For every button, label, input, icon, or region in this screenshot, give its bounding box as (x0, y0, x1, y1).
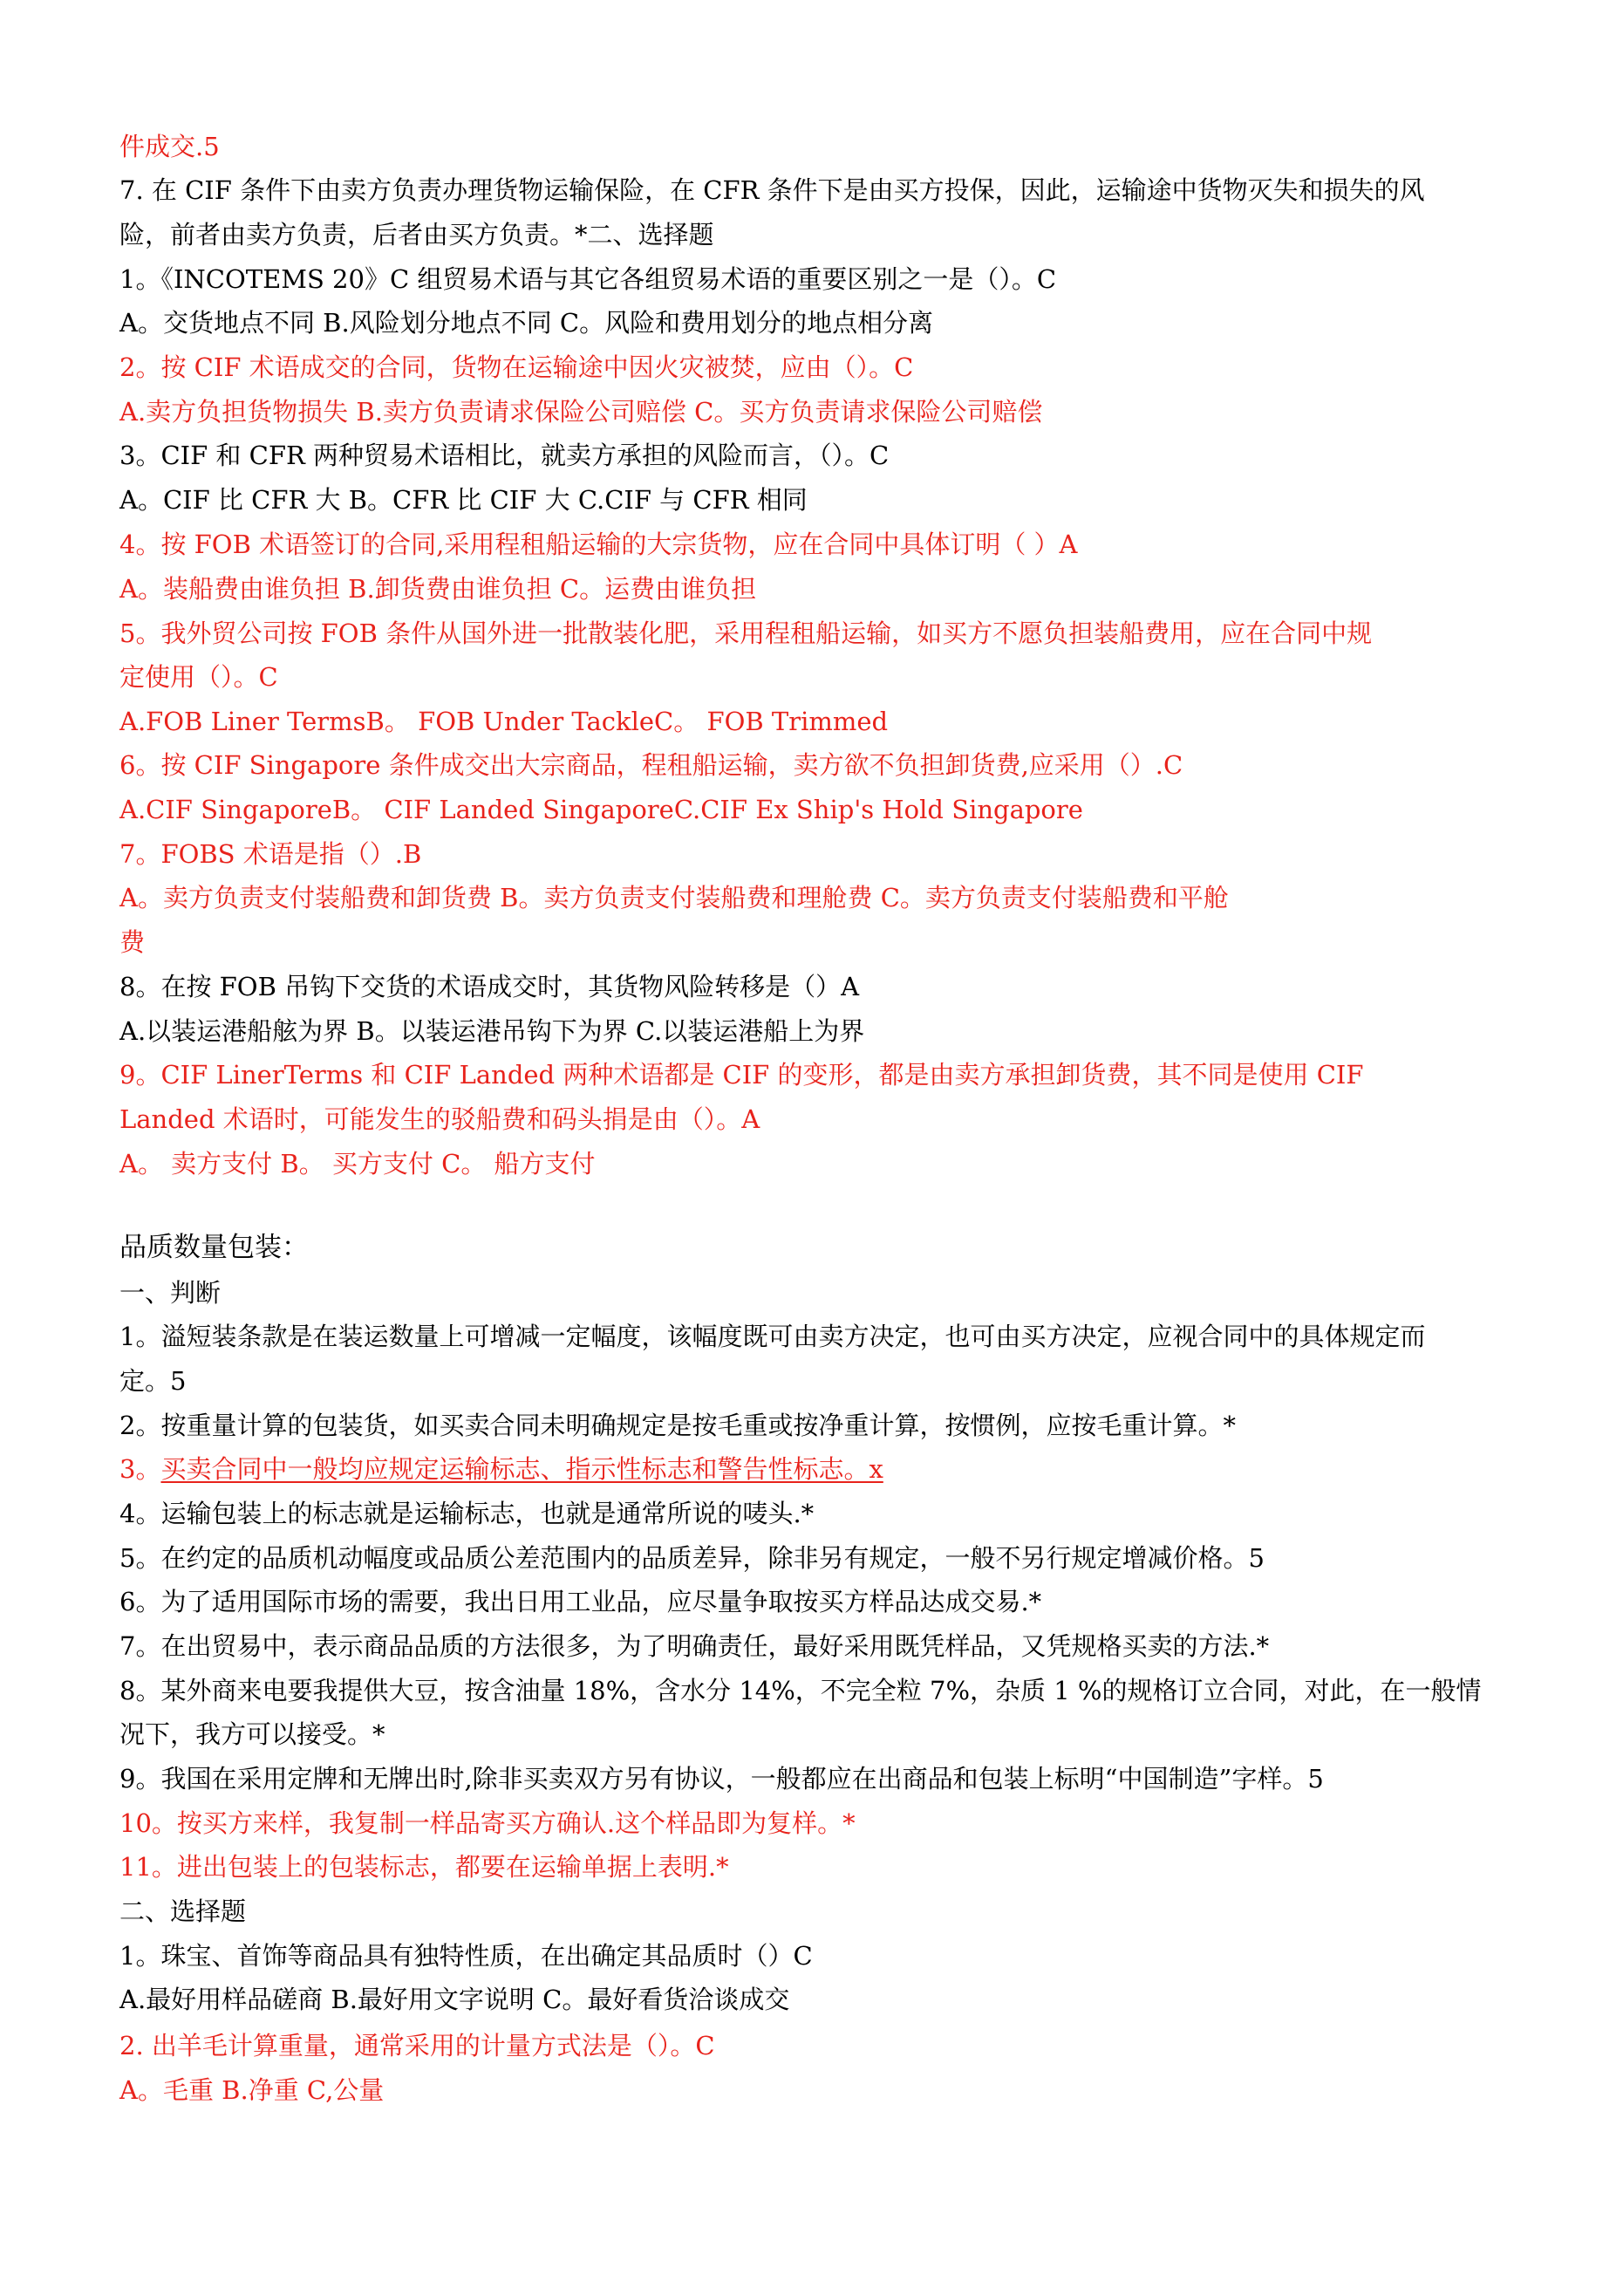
text-line: A.最好用样品磋商 B.最好用文字说明 C。最好看货洽谈成交 (119, 1985, 790, 2014)
text-line: 6。为了适用国际市场的需要，我出日用工业品，应尽量争取按买方样品达成交易.* (119, 1587, 1042, 1616)
text-line: A。卖方负责支付装船费和卸货费 B。卖方负责支付装船费和理舱费 C。卖方负责支付装船费和平舱 (119, 883, 1229, 912)
text-line: 5。在约定的品质机动幅度或品质公差范围内的品质差异，除非另有规定，一般不另行规定增减价格。5 (119, 1543, 1265, 1573)
text-line: A.CIF SingaporeB。 CIF Landed SingaporeC.CIF Ex Ship's Hold Singapore (119, 795, 1083, 824)
text-line: 件成交.5 (119, 132, 220, 161)
text-line: 10。按买方来样，我复制一样品寄买方确认.这个样品即为复样。* (119, 1808, 856, 1838)
text-line: 7. 在 CIF 条件下由卖方负责办理货物运输保险，在 CFR 条件下是由买方投保，因此，运输途中货物灭失和损失的风 (119, 175, 1425, 205)
text-line: 费 (119, 927, 146, 957)
text-line: A。毛重 B.净重 C,公量 (119, 2075, 385, 2105)
text-line: 11。进出包装上的包装标志，都要在运输单据上表明.* (119, 1852, 729, 1882)
text-line: 4。运输包装上的标志就是运输标志，也就是通常所说的唛头.* (119, 1499, 815, 1528)
text-line: 8。在按 FOB 吊钩下交货的术语成交时，其货物风险转移是（）A (119, 972, 860, 1001)
text-line: 8。某外商来电要我提供大豆，按含油量 18%，含水分 14%，不完全粒 7%，杂质 1 %的规格订立合同，对此，在一般情 (119, 1676, 1482, 1705)
text-line: A。CIF 比 CFR 大 B。CFR 比 CIF 大 C.CIF 与 CFR 相同 (119, 485, 808, 515)
text-line: 6。按 CIF Singapore 条件成交出大宗商品，程租船运输，卖方欲不负担卸货费,应采用（）.C (119, 750, 1183, 780)
section-heading: 品质数量包装： (119, 1232, 309, 1263)
text-line: 定。5 (119, 1366, 187, 1396)
text-line: 险，前者由卖方负责，后者由买方负责。*二、选择题 (119, 220, 714, 249)
text-line: A。交货地点不同 B.风险划分地点不同 C。风险和费用划分的地点相分离 (119, 308, 934, 338)
text-line: 9。我国在采用定牌和无牌出时,除非买卖双方另有协议，一般都应在出商品和包装上标明“中国制造”字样。5 (119, 1764, 1324, 1794)
text-line: 定使用（）。C (119, 662, 278, 692)
text-line: 2. 出羊毛计算重量，通常采用的计量方式法是（）。C (119, 2031, 715, 2060)
text-line: 4。按 FOB 术语签订的合同,采用程租船运输的大宗货物，应在合同中具体订明（ ）A (119, 530, 1078, 559)
text-line: 2。按重量计算的包装货，如买卖合同未明确规定是按毛重或按净重计算，按惯例，应按毛重计算。* (119, 1411, 1236, 1440)
text-line: A.以装运港船舷为界 B。以装运港吊钩下为界 C.以装运港船上为界 (119, 1016, 865, 1046)
text-line: A.FOB Liner TermsB。 FOB Under TackleC。 FOB Trimmed (119, 707, 889, 736)
text-line (119, 1453, 883, 1485)
text-line: 5。我外贸公司按 FOB 条件从国外进一批散装化肥，采用程租船运输，如买方不愿负担装船费用，应在合同中规 (119, 618, 1373, 648)
item-number: 3。 (119, 1454, 161, 1484)
text-line: A。 卖方支付 B。 买方支付 C。 船方支付 (119, 1149, 596, 1179)
text-line: 1。溢短装条款是在装运数量上可增减一定幅度，该幅度既可由卖方决定，也可由买方决定，应视合同中的具体规定而 (119, 1322, 1426, 1351)
text-line: A。装船费由谁负担 B.卸货费由谁负担 C。运费由谁负担 (119, 574, 757, 604)
text-line: 9。CIF LinerTerms 和 CIF Landed 两种术语都是 CIF 的变形，都是由卖方承担卸货费，其不同是使用 CIF (119, 1060, 1364, 1090)
underlined-text: 买卖合同中一般均应规定运输标志、指示性标志和警告性标志。x (160, 1454, 883, 1484)
text-line: A.卖方负担货物损失 B.卖方负责请求保险公司赔偿 C。买方负责请求保险公司赔偿 (119, 397, 1043, 427)
text-line: 二、选择题 (119, 1896, 247, 1926)
text-line: 3。CIF 和 CFR 两种贸易术语相比，就卖方承担的风险而言，（）。C (119, 441, 890, 470)
text-line: 1。珠宝、首饰等商品具有独特性质，在出确定其品质时（）C (119, 1941, 813, 1971)
text-line: 1。《INCOTEMS 20》C 组贸易术语与其它各组贸易术语的重要区别之一是（）。C (119, 264, 1057, 294)
text-line: 一、判断 (119, 1278, 222, 1308)
text-line: 7。在出贸易中，表示商品品质的方法很多，为了明确责任，最好采用既凭样品，又凭规格买卖的方法.* (119, 1631, 1270, 1661)
text-line: 况下，我方可以接受。* (119, 1719, 385, 1749)
text-line: 2。按 CIF 术语成交的合同，货物在运输途中因火灾被焚，应由（）。C (119, 352, 914, 382)
text-line: 7。FOBS 术语是指（）.B (119, 839, 422, 869)
text-line: Landed 术语时，可能发生的驳船费和码头捐是由（）。A (119, 1104, 760, 1134)
